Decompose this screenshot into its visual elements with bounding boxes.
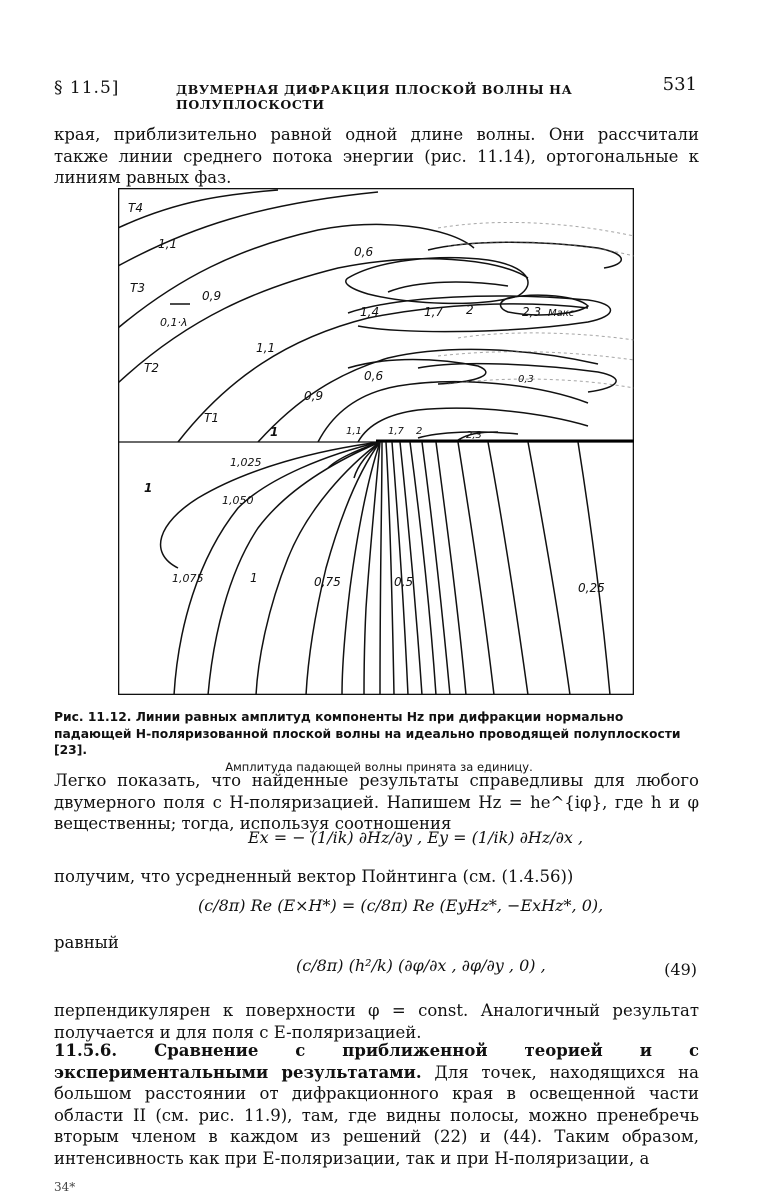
label-0-75: 0,75 [314,575,341,589]
paragraph-2-text: перпендикулярен к поверхности φ = const. Аналогичный результат получается и для поля с E-поляризацией. [54,1001,699,1042]
paragraph-2 [54,1000,699,1043]
figure-contour-plot [118,188,634,695]
label-1-1-mid: 1,1 [256,341,276,355]
label-2: 2 [466,303,474,317]
label-2-edge: 2 [416,426,423,437]
page-number: 531 [662,74,697,95]
formula-field-components: Ex = − (1/ik) ∂Hz/∂y , Ey = (1/ik) ∂Hz/∂x , [248,828,584,847]
equation-number: (49) [664,960,697,979]
label-1-025: 1,025 [230,456,262,469]
paragraph-1-text: Легко показать, что найденные результаты справедливы для любого двумерного поля с H-поляризацией. Напишем Hz = he^{iφ}, где h и φ вещественны; тогда, используя соотношения [54,771,699,833]
label-t3: T3 [130,281,145,295]
label-t4: T4 [128,201,143,215]
label-1-left: 1 [144,481,153,495]
signature-mark: 34* [54,1180,76,1194]
section-heading: 11.5.6. Сравнение с приближенной теорией и с экспериментальными результатами. [54,1041,699,1082]
caption-sub: Амплитуда падающей волны принята за единицу. [225,759,533,774]
running-title: ДВУМЕРНАЯ ДИФРАКЦИЯ ПЛОСКОЙ ВОЛНЫ НА ПОЛУПЛОСКОСТИ [176,82,573,112]
label-1-upper: 1 [270,425,279,439]
equal-label: равный [54,933,119,952]
formula-49: (c/8π) (h²/k) (∂φ/∂x , ∂φ/∂y , 0) , [296,956,546,975]
label-2-3: 2,3 [522,305,542,319]
paragraph-3 [54,1040,699,1169]
intro-text: края, приблизительно равной одной длине волны. Они рассчитали также линии среднего потока энергии (рис. 11.14), ортогональные к линиям равных фаз. [54,125,699,187]
label-1-7: 1,7 [424,305,444,319]
label-0-3: 0,3 [518,374,534,385]
contour-svg [118,188,634,695]
intro-paragraph [54,124,699,189]
poynting-intro: получим, что усредненный вектор Пойнтинга (см. (1.4.56)) [54,867,574,886]
label-1-1-top: 1,1 [158,237,178,251]
figure-caption [54,709,704,775]
scale-bar-label: 0,1·λ [160,316,188,329]
paragraph-3-text: Для точек, находящихся на большом расстоянии от дифракционного края в освещенной части области II (см. рис. 11.9), там, где видны полосы, можно пренебречь вторым членом в каждом из решений (22) и (44). Таким образом, интенсивность как при E-поляризации, так и при H-поляризации, а [54,1062,699,1168]
label-max: Макс [548,308,575,319]
label-0-9-mid: 0,9 [304,389,324,403]
label-0-9-top: 0,9 [202,289,222,303]
running-head [54,74,697,112]
label-1-4: 1,4 [360,305,380,319]
label-t1: T1 [204,411,219,425]
caption-main: Рис. 11.12. Линии равных амплитуд компоненты Hz при дифракции нормально падающей H-поляризованной плоской волны на идеально проводящей полуплоскости [23]. [54,710,681,757]
label-1-050: 1,050 [222,494,254,507]
label-1-lower: 1 [250,571,258,585]
label-1-075: 1,075 [172,572,204,585]
section-reference: § 11.5] [54,78,120,98]
paragraph-1 [54,770,699,835]
label-0-25: 0,25 [578,581,605,595]
label-0-6-top: 0,6 [354,245,374,259]
label-t2: T2 [144,361,159,375]
label-2-3-edge: 2,3 [466,430,482,441]
label-1-7-edge: 1,7 [388,426,404,437]
lower-contours [161,442,610,695]
label-0-5: 0,5 [394,575,414,589]
formula-poynting: (c/8π) Re (E×H*) = (c/8π) Re (EyHz*, −ExHz*, 0), [198,896,604,915]
contour-labels [128,201,605,595]
label-0-6-mid: 0,6 [364,369,384,383]
label-1-1-edge: 1,1 [346,426,362,437]
